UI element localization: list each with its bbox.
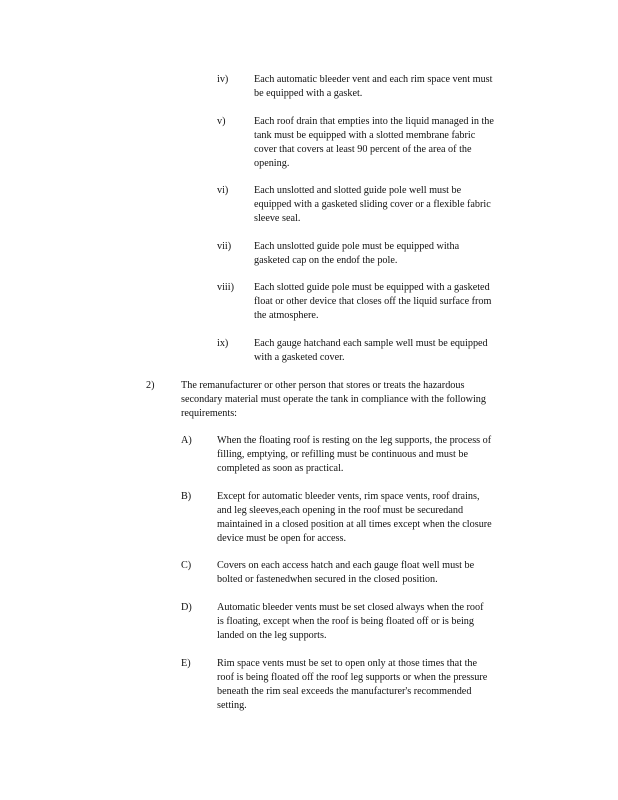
list-marker: iv) (217, 74, 229, 85)
list-item-text: Each slotted guide pole must be equipped with a gasketed float or other device that closes off the liquid surface from the atmosphere. (254, 282, 492, 321)
list-item-text: Each roof drain that empties into the liquid managed in the tank must be equipped with a slotted membrane fabric cover that covers at least 90 percent of the area of the opening. (254, 116, 494, 169)
list-item-text: Automatic bleeder vents must be set closed always when the roof is floating, except when the roof is being floated off or is being landed on the leg supports. (217, 602, 484, 641)
list-item-text: Each gauge hatchand each sample well must be equipped with a gasketed cover. (254, 338, 488, 363)
list-item-text: Except for automatic bleeder vents, rim space vents, roof drains, and leg sleeves,each opening in the roof must be securedand maintained in a closed position at all times except when the closure device must be open for access. (217, 491, 492, 544)
list-item-text: When the floating roof is resting on the leg supports, the process of filling, emptying, or refilling must be continuous and must be completed as soon as practical. (217, 435, 492, 474)
list-marker: C) (181, 560, 192, 571)
list-marker: viii) (217, 282, 234, 293)
list-item-text: The remanufacturer or other person that stores or treats the hazardous secondary material must operate the tank in compliance with the following requirements: (181, 380, 486, 419)
list-marker: 2) (146, 380, 155, 391)
list-marker: B) (181, 491, 192, 502)
list-marker: A) (181, 435, 192, 446)
list-marker: v) (217, 116, 226, 127)
list-marker: vii) (217, 241, 232, 252)
list-marker: D) (181, 602, 192, 613)
list-item-text: Covers on each access hatch and each gauge float well must be bolted or fastenedwhen secured in the closed position. (217, 560, 475, 585)
list-marker: E) (181, 658, 191, 669)
list-marker: ix) (217, 338, 229, 349)
list-item-text: Rim space vents must be set to open only at those times that the roof is being floated off the roof leg supports or when the pressure beneath the rim seal exceeds the manufacturer's recommended setting. (217, 658, 488, 711)
list-item-text: Each unslotted guide pole must be equipped witha gasketed cap on the endof the pole. (254, 241, 460, 266)
list-item-text: Each automatic bleeder vent and each rim space vent must be equipped with a gasket. (254, 74, 493, 99)
list-marker: vi) (217, 185, 229, 196)
list-item-text: Each unslotted and slotted guide pole well must be equipped with a gasketed sliding cover or a flexible fabric sleeve seal. (254, 185, 491, 224)
